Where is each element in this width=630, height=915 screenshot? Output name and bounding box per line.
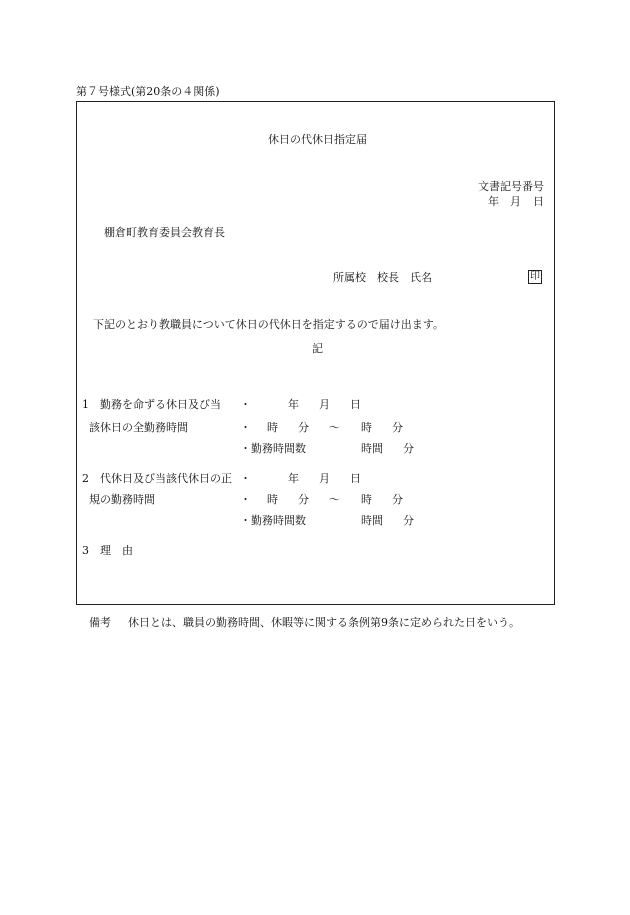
sender-label: 所属校 校長 氏名 <box>333 271 432 284</box>
addressee: 棚倉町教育委員会教育長 <box>104 226 225 239</box>
item2-hours-unit: 時間 <box>361 514 383 527</box>
date-day-label: 日 <box>533 195 544 208</box>
item1-to-min: 分 <box>392 421 403 434</box>
remark-label: 備考 <box>89 616 111 629</box>
item1-date-month: 月 <box>319 398 330 411</box>
item1-from-hour: 時 <box>267 421 278 434</box>
reason-label: 3 理 由 <box>82 544 133 557</box>
date-month-label: 月 <box>510 195 521 208</box>
item2-from-min: 分 <box>298 493 309 506</box>
seal-mark: 印 <box>530 271 540 282</box>
item1-from-min: 分 <box>298 421 309 434</box>
item2-date-bullet: ・ <box>240 472 251 485</box>
item2-hours-label: ・勤務時間数 <box>240 514 306 527</box>
item1-tilde: ～ <box>329 421 340 434</box>
item1-hours-label: ・勤務時間数 <box>240 442 306 455</box>
item1-date-year: 年 <box>288 398 299 411</box>
item2-date-month: 月 <box>319 472 330 485</box>
item2-minutes-unit: 分 <box>403 514 414 527</box>
body-text: 下記のとおり教職員について休日の代休日を指定するので届け出ます。 <box>93 318 444 331</box>
item2-to-hour: 時 <box>361 493 372 506</box>
item2-date-year: 年 <box>288 472 299 485</box>
item1-label-line1: 1 勤務を命ずる休日及び当 <box>82 398 221 411</box>
remark-text: 休日とは、職員の勤務時間、休暇等に関する条例第9条に定められた日をいう。 <box>128 616 520 629</box>
item2-label-line2: 規の勤務時間 <box>89 493 155 506</box>
item2-time-bullet: ・ <box>240 493 251 506</box>
item2-to-min: 分 <box>392 493 403 506</box>
form-title: 休日の代休日指定届 <box>268 133 367 146</box>
item1-date-day: 日 <box>350 398 361 411</box>
item1-minutes-unit: 分 <box>403 442 414 455</box>
item2-label-line1: 2 代休日及び当該代休日の正 <box>82 472 232 485</box>
document-number-label: 文書記号番号 <box>478 180 544 193</box>
date-year-label: 年 <box>488 195 499 208</box>
item1-time-bullet: ・ <box>240 421 251 434</box>
ki-heading: 記 <box>312 342 323 355</box>
item2-from-hour: 時 <box>267 493 278 506</box>
item1-date-bullet: ・ <box>240 398 251 411</box>
item2-tilde: ～ <box>329 493 340 506</box>
item1-label-line2: 該休日の全勤務時間 <box>89 421 188 434</box>
form-number-label: 第７号様式(第20条の４関係) <box>76 85 220 98</box>
item2-date-day: 日 <box>350 472 361 485</box>
item1-to-hour: 時 <box>361 421 372 434</box>
item1-hours-unit: 時間 <box>361 442 383 455</box>
